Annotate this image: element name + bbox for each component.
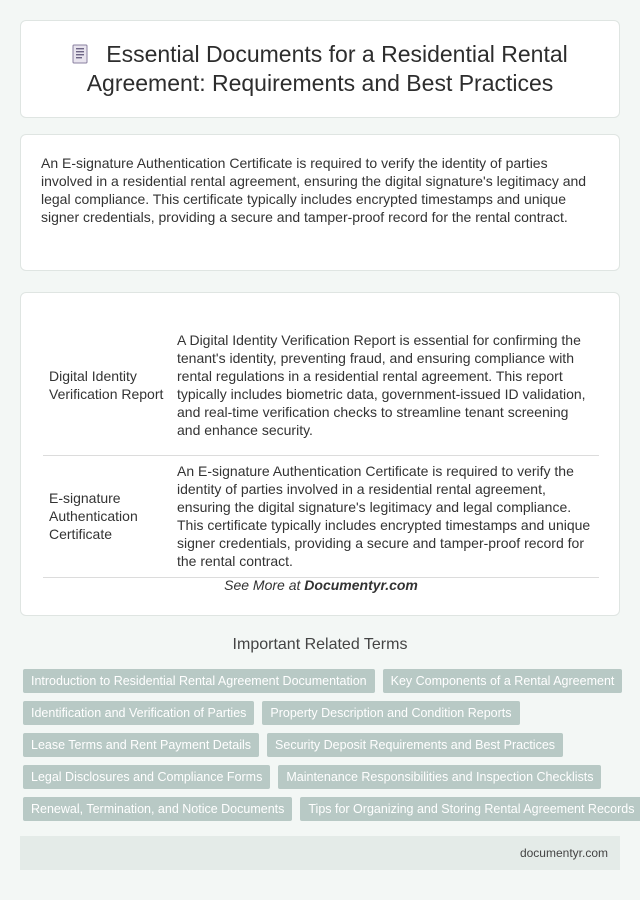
related-term-tag[interactable]: Legal Disclosures and Compliance Forms [23,765,270,789]
summary-card [20,134,620,271]
related-term-tag[interactable]: Renewal, Termination, and Notice Documents [23,797,292,821]
related-terms-tags [23,669,635,829]
see-more-prefix: See More at [224,577,305,593]
related-term-tag[interactable]: Introduction to Residential Rental Agreement Documentation [23,669,375,693]
page-title-text: Essential Documents for a Residential Rental Agreement: Requirements and Best Practices [86,41,568,96]
related-terms-title: Important Related Terms [232,636,408,653]
related-term-tag[interactable]: Key Components of a Rental Agreement [383,669,623,693]
see-more-link[interactable]: Documentyr.com [304,577,418,593]
related-term-tag[interactable]: Identification and Verification of Parties [23,701,254,725]
footer [20,836,620,870]
tag-row [23,669,623,693]
related-term-tag[interactable]: Tips for Organizing and Storing Rental Agreement Records [300,797,640,821]
related-term-tag[interactable]: Maintenance Responsibilities and Inspection Checklists [278,765,601,789]
tag-row [23,733,623,757]
page-title [45,40,595,98]
see-more [21,577,621,593]
tag-row [23,701,623,725]
related-term-tag[interactable]: Security Deposit Requirements and Best Practices [267,733,563,757]
description-cell: An E-signature Authentication Certificate is required to verify the identity of parties involved in a residential rental agreement, ensuring the digital signature's legitimacy and legal compliance. This certificate typically includes encrypted timestamps and unique signer credentials, providing a secure and tamper-proof record for the rental contract. [173,455,599,577]
title-card [20,20,620,118]
term-cell: E-signature Authentication Certificate [43,455,173,577]
related-term-tag[interactable]: Property Description and Condition Reports [262,701,519,725]
term-cell: Digital Identity Verification Report [43,315,173,455]
tag-row [23,797,635,821]
terms-table-card [20,292,620,616]
table-row [43,315,599,455]
related-term-tag[interactable]: Lease Terms and Rent Payment Details [23,733,259,757]
footer-link[interactable]: documentyr.com [519,846,608,860]
summary-text: An E-signature Authentication Certificate is required to verify the identity of parties involved in a residential rental agreement, ensuring the digital signature's legitimacy and legal compliance. This certificate typically includes encrypted timestamps and unique signer credentials, providing a secure and tamper-proof record for the rental contract. [41,155,587,225]
tag-row [23,765,623,789]
terms-table [43,315,599,578]
table-row [43,455,599,577]
description-cell: A Digital Identity Verification Report is essential for confirming the tenant's identity, preventing fraud, and ensuring compliance with rental regulations in a residential rental agreement. This report typically includes biometric data, government-issued ID validation, and real-time verification checks to streamline tenant screening and enhance security. [173,315,599,455]
document-icon [72,44,88,64]
